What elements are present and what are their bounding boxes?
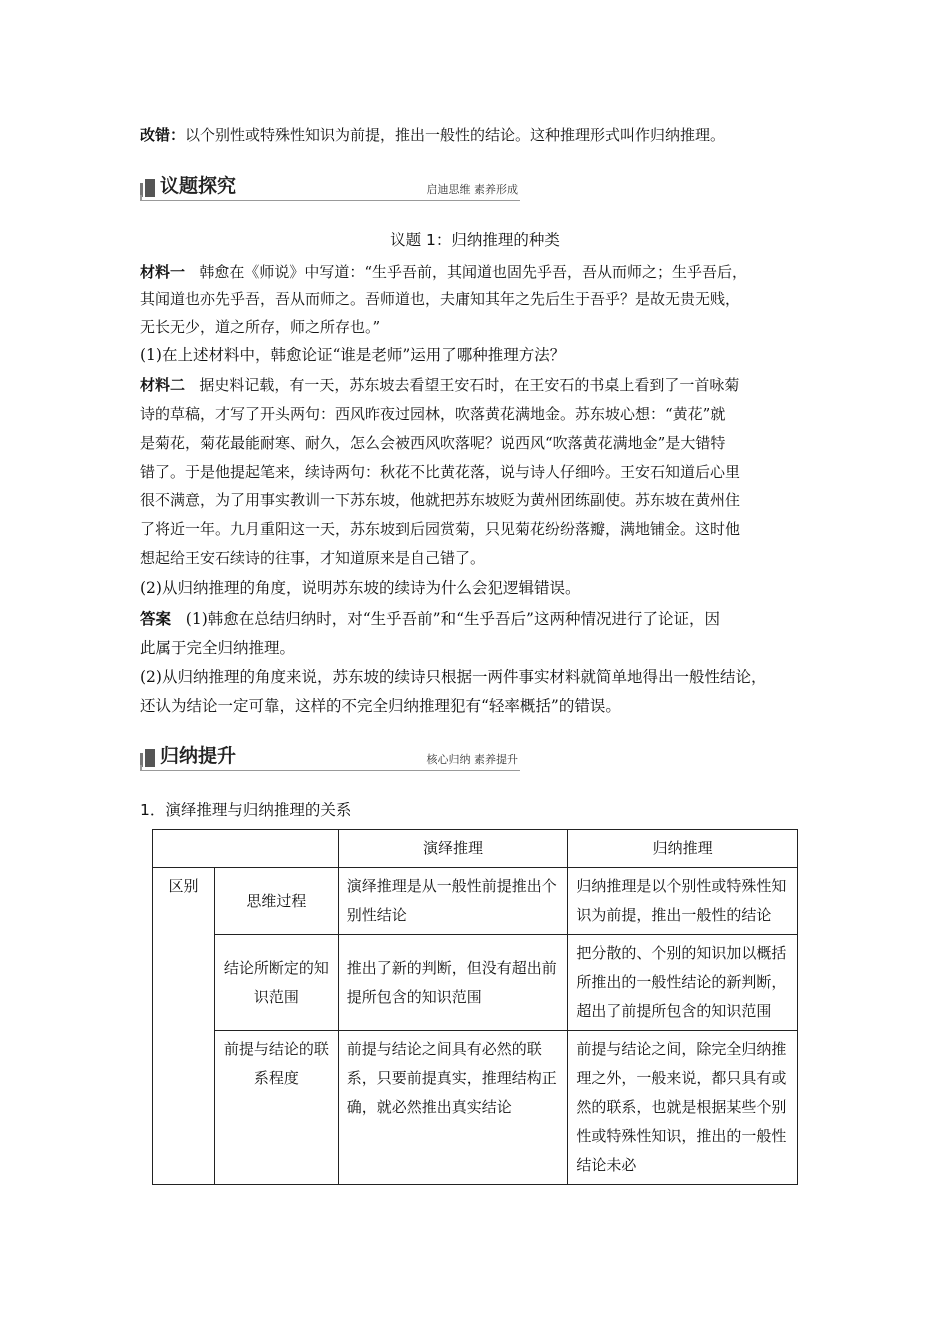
material2-line-4: 错了。于是他提起笔来，续诗两句：秋花不比黄花落，说与诗人仔细吟。王安石知道后心里	[140, 463, 741, 481]
aspect-cell: 思维过程	[214, 868, 338, 935]
section-banner-explore	[140, 174, 520, 201]
aspect-cell: 前提与结论的联系程度	[214, 1031, 338, 1185]
section-title: 归纳提升	[160, 745, 237, 767]
section-subtitle: 核心归纳 素养提升	[426, 753, 518, 766]
correction-label: 改错：	[140, 126, 186, 144]
header-deductive: 演绎推理	[338, 830, 568, 868]
material2-line-7: 想起给王安石续诗的往事，才知道原来是自己错了。	[140, 549, 486, 567]
section-title: 议题探究	[160, 175, 237, 197]
aspect-cell: 结论所断定的知识范围	[214, 935, 338, 1031]
list-heading	[140, 799, 820, 821]
answer-label: 答案	[140, 610, 172, 628]
deductive-cell: 前提与结论之间具有必然的联系，只要前提真实，推理结构正确，就必然推出真实结论	[338, 1031, 568, 1185]
deductive-cell: 推出了新的判断，但没有超出前提所包含的知识范围	[338, 935, 568, 1031]
material1-text: 韩愈在《师说》中写道：“生乎吾前，其闻道也固先乎吾，吾从而师之；生乎吾后，	[199, 263, 748, 281]
correction-text: 以个别性或特殊性知识为前提，推出一般性的结论。这种推理形式叫作归纳推理。	[185, 126, 726, 144]
inductive-cell: 把分散的、个别的知识加以概括所推出的一般性结论的新判断，超出了前提所包含的知识范围	[568, 935, 798, 1031]
material1-line-2: 其闻道也亦先乎吾，吾从而师之。吾师道也，夫庸知其年之先后生于吾乎？是故无贵无贱，	[140, 290, 741, 308]
banner-block-icon	[145, 179, 155, 197]
answer-line-2: 此属于完全归纳推理。	[140, 639, 296, 657]
table-row	[153, 1031, 798, 1185]
table-header-row	[153, 830, 798, 868]
topic-title	[140, 229, 810, 251]
answer-line-4: 还认为结论一定可靠，这样的不完全归纳推理犯有“轻率概括”的错误。	[140, 697, 621, 715]
table-row	[153, 935, 798, 1031]
comparison-table	[152, 829, 798, 1185]
material1-label: 材料一	[140, 263, 186, 281]
material1-line-3: 无长无少，道之所存，师之所存也。”	[140, 318, 381, 336]
material2-label: 材料二	[140, 376, 186, 394]
material2-line-1	[140, 374, 820, 396]
question-1: (1)在上述材料中，韩愈论证“谁是老师”运用了哪种推理方法？	[140, 346, 566, 364]
material1-line-1	[140, 261, 820, 283]
material2-line-5: 很不满意，为了用事实教训一下苏东坡，他就把苏东坡贬为黄州团练副使。苏东坡在黄州住	[140, 491, 741, 509]
deductive-cell: 演绎推理是从一般性前提推出个别性结论	[338, 868, 568, 935]
group-label: 区别	[153, 868, 215, 1185]
material2-text: 据史料记载，有一天，苏东坡去看望王安石时，在王安石的书桌上看到了一首咏菊	[199, 376, 740, 394]
answer-text: (1)韩愈在总结归纳时，对“生乎吾前”和“生乎吾后”这两种情况进行了论证，因	[185, 610, 720, 628]
topic-title-text: 议题 1：归纳推理的种类	[390, 231, 560, 249]
section-banner-summary	[140, 744, 520, 771]
answer-line-3: (2)从归纳推理的角度来说，苏东坡的续诗只根据一两件事实材料就简单地得出一般性结论，	[140, 668, 767, 686]
banner-block-icon	[145, 749, 155, 767]
answer-line-1	[140, 608, 820, 630]
list-heading-text: 1．演绎推理与归纳推理的关系	[140, 801, 352, 819]
banner-tick-icon	[140, 765, 142, 771]
correction-line	[140, 124, 820, 146]
table-row	[153, 868, 798, 935]
material2-line-6: 了将近一年。九月重阳这一天，苏东坡到后园赏菊，只见菊花纷纷落瓣，满地铺金。这时他	[140, 520, 741, 538]
inductive-cell: 前提与结论之间，除完全归纳推理之外，一般来说，都只具有或然的联系，也就是根据某些个别性或特殊性知识，推出的一般性结论未必	[568, 1031, 798, 1185]
section-subtitle: 启迪思维 素养形成	[426, 183, 518, 196]
banner-tick-icon	[140, 195, 142, 201]
table-corner-cell	[153, 830, 339, 868]
header-inductive: 归纳推理	[568, 830, 798, 868]
material2-line-3: 是菊花，菊花最能耐寒、耐久，怎么会被西风吹落呢？说西风“吹落黄花满地金”是大错特	[140, 434, 726, 452]
material2-line-2: 诗的草稿，才写了开头两句：西风昨夜过园林，吹落黄花满地金。苏东坡心想：“黄花”就	[140, 405, 726, 423]
question-2: (2)从归纳推理的角度，说明苏东坡的续诗为什么会犯逻辑错误。	[140, 579, 581, 597]
inductive-cell: 归纳推理是以个别性或特殊性知识为前提，推出一般性的结论	[568, 868, 798, 935]
